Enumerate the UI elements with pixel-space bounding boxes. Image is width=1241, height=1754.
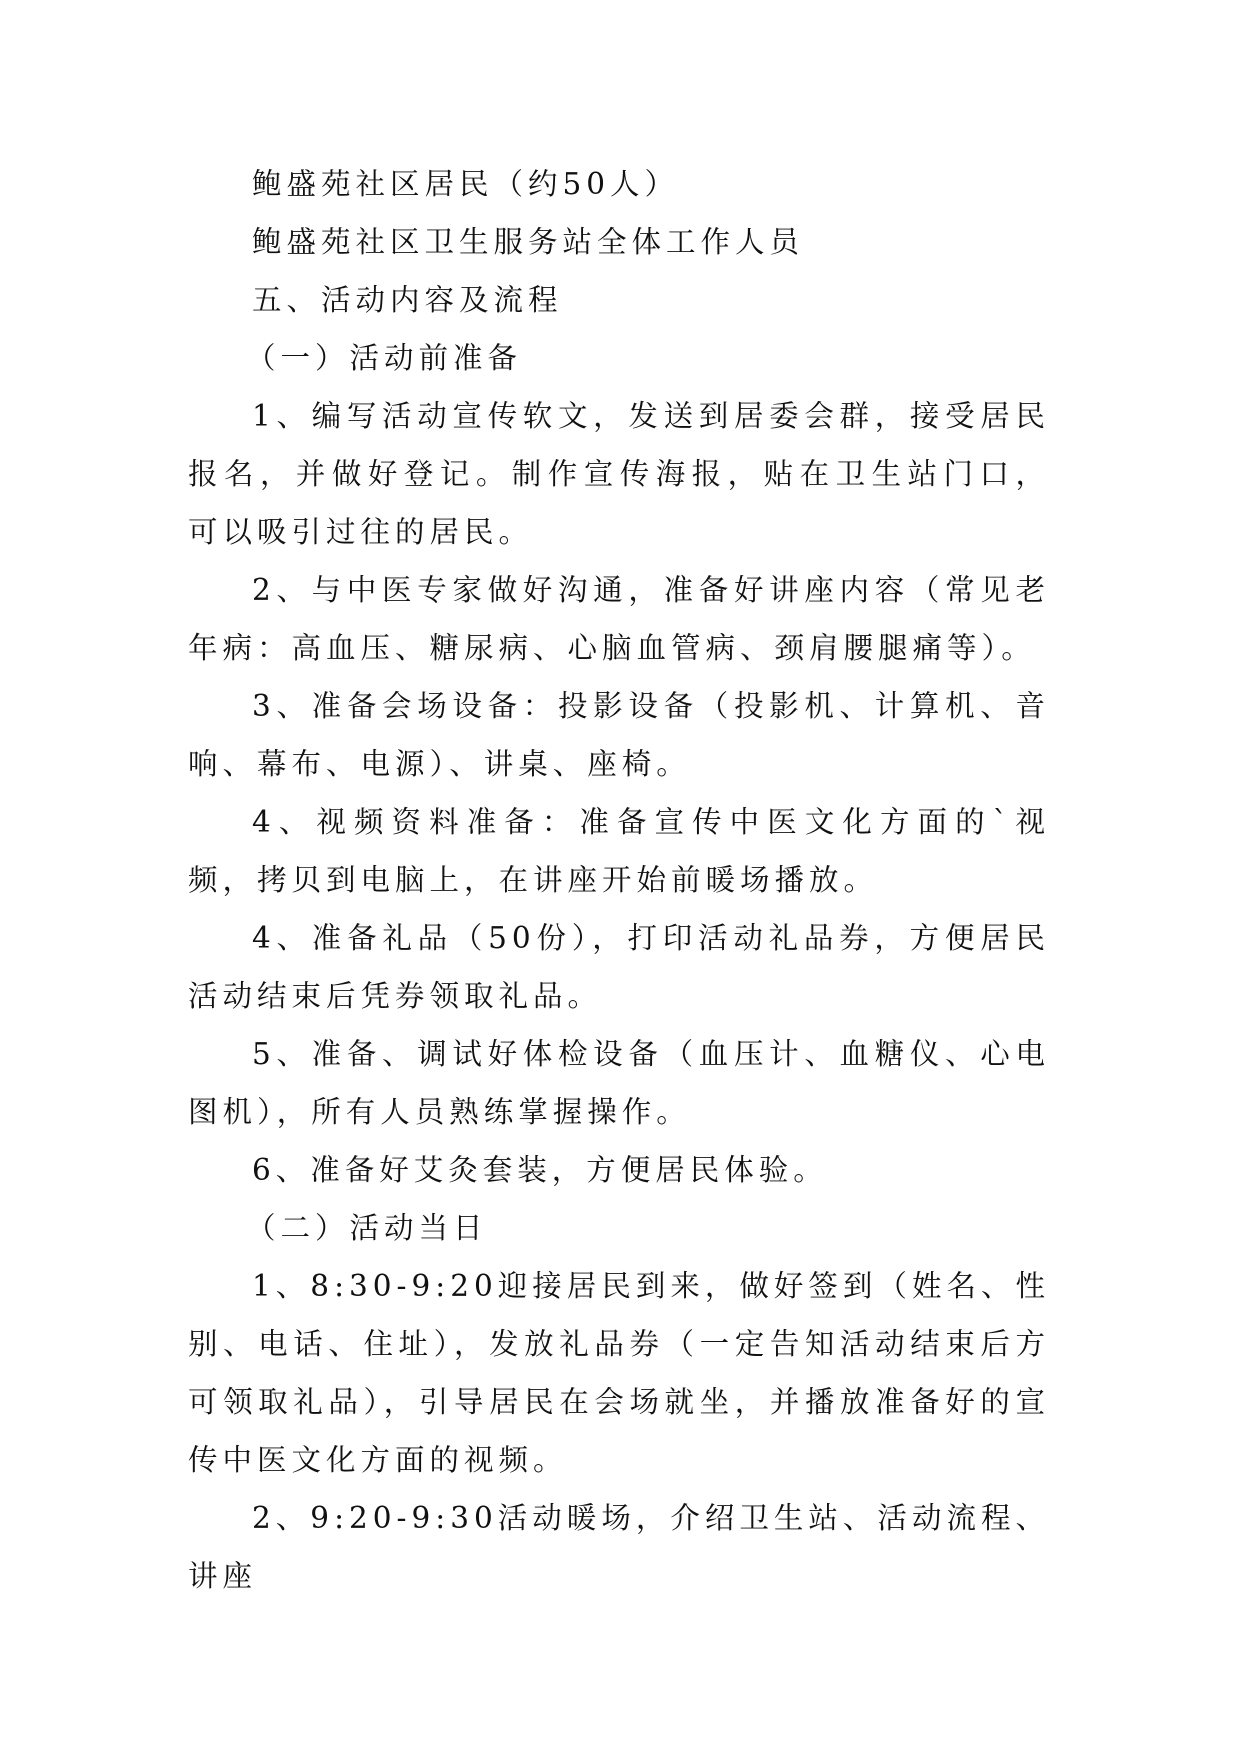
subsection-heading-event-day: （二）活动当日 [246, 1211, 488, 1245]
paragraph-prep-item-6: 6、准备好艾灸套装，方便居民体验。 [252, 1153, 828, 1187]
paragraph-prep-item-5: 5、准备、调试好体检设备（血压计、血糖仪、心电图机），所有人员熟练掌握操作。 [188, 1037, 1050, 1129]
paragraph-participants-staff: 鲍盛苑社区卫生服务站全体工作人员 [252, 225, 805, 259]
paragraph-prep-item-4a: 4、视频资料准备：准备宣传中医文化方面的`视频，拷贝到电脑上，在讲座开始前暖场播放。 [188, 805, 1050, 897]
paragraph-prep-item-1: 1、编写活动宣传软文，发送到居委会群，接受居民报名，并做好登记。制作宣传海报，贴在卫生站门口，可以吸引过往的居民。 [188, 399, 1050, 549]
paragraph-prep-item-2: 2、与中医专家做好沟通，准备好讲座内容（常见老年病：高血压、糖尿病、心脑血管病、颈肩腰腿痛等）。 [188, 573, 1050, 665]
paragraph-prep-item-3: 3、准备会场设备：投影设备（投影机、计算机、音响、幕布、电源）、讲桌、座椅。 [188, 689, 1050, 781]
document-body [188, 155, 1050, 1605]
paragraph-participants-residents: 鲍盛苑社区居民（约50人） [252, 167, 680, 201]
section-heading-content-process: 五、活动内容及流程 [252, 283, 563, 317]
subsection-heading-preparation: （一）活动前准备 [246, 341, 523, 375]
paragraph-day-item-1: 1、8:30-9:20迎接居民到来，做好签到（姓名、性别、电话、住址），发放礼品券（一定告知活动结束后方可领取礼品），引导居民在会场就坐，并播放准备好的宣传中医文化方面的视频。 [188, 1269, 1050, 1477]
paragraph-day-item-2: 2、9:20-9:30活动暖场，介绍卫生站、活动流程、讲座 [188, 1501, 1050, 1593]
paragraph-prep-item-4b: 4、准备礼品（50份），打印活动礼品券，方便居民活动结束后凭券领取礼品。 [188, 921, 1050, 1013]
